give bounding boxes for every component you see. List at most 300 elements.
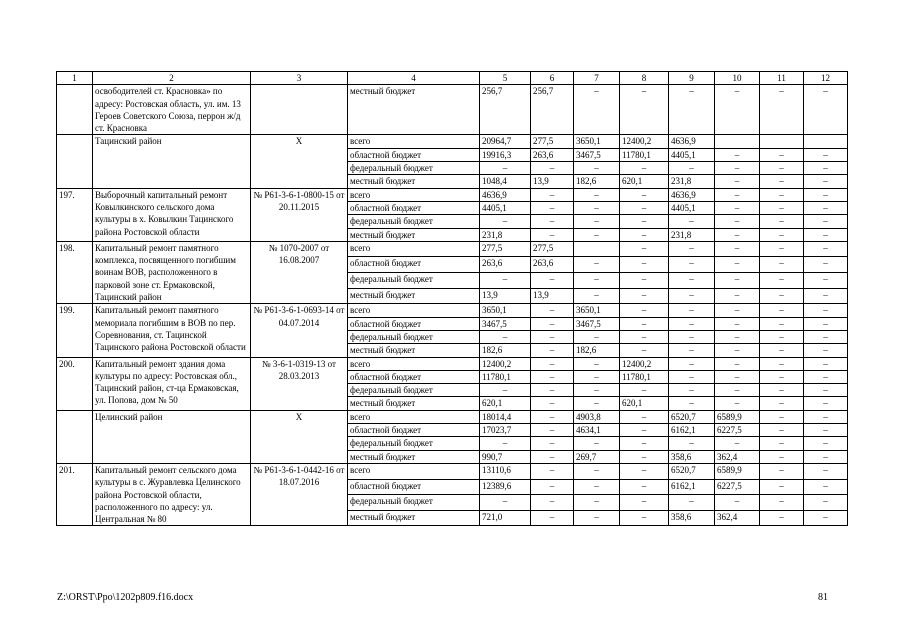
amount-cell: 6520,7 bbox=[669, 463, 715, 479]
amount-cell: – bbox=[620, 188, 669, 201]
budget-type: всего bbox=[348, 410, 480, 423]
amount-cell: – bbox=[669, 317, 715, 330]
amount-cell: 4636,9 bbox=[669, 188, 715, 201]
column-header: 3 bbox=[251, 72, 348, 85]
amount-cell: 358,6 bbox=[669, 510, 715, 526]
amount-cell: – bbox=[760, 273, 804, 289]
amount-cell: – bbox=[531, 424, 574, 437]
item-number: 197. bbox=[57, 188, 93, 241]
amount-cell: 620,1 bbox=[620, 397, 669, 410]
amount-cell: 6589,9 bbox=[715, 410, 760, 423]
item-document bbox=[251, 85, 348, 135]
amount-cell: 3467,5 bbox=[574, 148, 620, 161]
amount-cell: 3650,1 bbox=[574, 135, 620, 148]
amount-cell: – bbox=[620, 228, 669, 241]
amount-cell: – bbox=[715, 241, 760, 257]
amount-cell: – bbox=[715, 370, 760, 383]
amount-cell: – bbox=[760, 241, 804, 257]
amount-cell: – bbox=[715, 228, 760, 241]
amount-cell: 18014,4 bbox=[480, 410, 531, 423]
amount-cell: – bbox=[531, 215, 574, 228]
budget-type: федеральный бюджет bbox=[348, 162, 480, 175]
amount-cell: – bbox=[715, 162, 760, 175]
budget-type: областной бюджет bbox=[348, 370, 480, 383]
table-body bbox=[57, 72, 848, 526]
amount-cell: – bbox=[760, 304, 804, 317]
amount-cell: – bbox=[715, 437, 760, 450]
amount-cell: 182,6 bbox=[574, 344, 620, 357]
amount-cell: 4405,1 bbox=[480, 201, 531, 214]
budget-type: всего bbox=[348, 188, 480, 201]
amount-cell: – bbox=[760, 175, 804, 188]
amount-cell: – bbox=[574, 215, 620, 228]
amount-cell: – bbox=[620, 85, 669, 135]
amount-cell: – bbox=[715, 273, 760, 289]
item-name: Капитальный ремонт памятного комплекса, посвященного погибшим воинам ВОВ, расположенного в парковой зоне ст. Ермаковской, Тацинский район bbox=[93, 241, 251, 303]
item-document: № Р61-3-6-1-0693-14 от 04.07.2014 bbox=[251, 304, 348, 357]
amount-cell: 277,5 bbox=[531, 135, 574, 148]
budget-type: федеральный бюджет bbox=[348, 215, 480, 228]
amount-cell: – bbox=[804, 495, 848, 511]
item-name: освободителей ст. Красновка» по адресу: Ростовская область, ул. им. 13 Героев Советского Союза, перрон ж/д ст. Красновка bbox=[93, 85, 251, 135]
amount-cell: 6589,9 bbox=[715, 463, 760, 479]
amount-cell: – bbox=[760, 215, 804, 228]
budget-type: местный бюджет bbox=[348, 344, 480, 357]
table-row bbox=[57, 135, 848, 148]
amount-cell: – bbox=[715, 215, 760, 228]
amount-cell: 13110,6 bbox=[480, 463, 531, 479]
amount-cell: – bbox=[804, 257, 848, 273]
amount-cell: – bbox=[620, 479, 669, 495]
amount-cell: – bbox=[715, 175, 760, 188]
amount-cell: – bbox=[669, 495, 715, 511]
budget-type: федеральный бюджет bbox=[348, 495, 480, 511]
amount-cell: – bbox=[531, 479, 574, 495]
amount-cell: – bbox=[620, 450, 669, 463]
amount-cell: – bbox=[531, 450, 574, 463]
amount-cell: – bbox=[760, 257, 804, 273]
amount-cell: – bbox=[804, 463, 848, 479]
amount-cell: – bbox=[531, 437, 574, 450]
amount-cell: 6520,7 bbox=[669, 410, 715, 423]
amount-cell: – bbox=[669, 304, 715, 317]
column-header: 8 bbox=[620, 72, 669, 85]
amount-cell: – bbox=[574, 397, 620, 410]
amount-cell: – bbox=[760, 288, 804, 304]
budget-type: всего bbox=[348, 241, 480, 257]
amount-cell: – bbox=[760, 397, 804, 410]
amount-cell: – bbox=[760, 463, 804, 479]
amount-cell: – bbox=[480, 162, 531, 175]
column-header: 4 bbox=[348, 72, 480, 85]
amount-cell: – bbox=[804, 215, 848, 228]
amount-cell: – bbox=[804, 148, 848, 161]
amount-cell: – bbox=[620, 410, 669, 423]
item-number bbox=[57, 85, 93, 135]
amount-cell: – bbox=[760, 344, 804, 357]
amount-cell: – bbox=[669, 330, 715, 343]
budget-type: местный бюджет bbox=[348, 175, 480, 188]
amount-cell: – bbox=[804, 510, 848, 526]
budget-type: местный бюджет bbox=[348, 450, 480, 463]
amount-cell: – bbox=[669, 344, 715, 357]
amount-cell: – bbox=[760, 85, 804, 135]
budget-type: областной бюджет bbox=[348, 317, 480, 330]
budget-type: всего bbox=[348, 304, 480, 317]
footer-file-path: Z:\ORST\Ppo\1202p809.f16.docx bbox=[57, 592, 194, 603]
amount-cell: 12400,2 bbox=[620, 135, 669, 148]
amount-cell: – bbox=[620, 384, 669, 397]
amount-cell: – bbox=[669, 357, 715, 370]
amount-cell: – bbox=[531, 370, 574, 383]
amount-cell bbox=[760, 135, 804, 148]
amount-cell: 20964,7 bbox=[480, 135, 531, 148]
amount-cell: – bbox=[715, 384, 760, 397]
amount-cell: – bbox=[531, 463, 574, 479]
amount-cell: – bbox=[760, 495, 804, 511]
amount-cell: – bbox=[574, 437, 620, 450]
amount-cell: – bbox=[804, 370, 848, 383]
amount-cell: – bbox=[760, 450, 804, 463]
budget-type: федеральный бюджет bbox=[348, 273, 480, 289]
amount-cell: – bbox=[669, 273, 715, 289]
amount-cell: – bbox=[574, 479, 620, 495]
item-name: Капитальный ремонт здания дома культуры по адресу: Ростовская обл., Тацинский район, ст-ца Ермаковская, ул. Попова, дом № 50 bbox=[93, 357, 251, 410]
amount-cell: – bbox=[760, 228, 804, 241]
amount-cell: – bbox=[804, 175, 848, 188]
amount-cell: 256,7 bbox=[531, 85, 574, 135]
amount-cell: – bbox=[620, 273, 669, 289]
amount-cell: 263,6 bbox=[531, 257, 574, 273]
amount-cell: – bbox=[620, 495, 669, 511]
amount-cell: 3467,5 bbox=[574, 317, 620, 330]
amount-cell: – bbox=[620, 257, 669, 273]
amount-cell bbox=[715, 135, 760, 148]
amount-cell: – bbox=[804, 201, 848, 214]
budget-type: областной бюджет bbox=[348, 424, 480, 437]
table-row bbox=[57, 410, 848, 423]
item-document: № Р61-3-6-1-0442-16 от 18.07.2016 bbox=[251, 463, 348, 525]
amount-cell: – bbox=[574, 288, 620, 304]
amount-cell: 4634,1 bbox=[574, 424, 620, 437]
amount-cell: – bbox=[669, 85, 715, 135]
amount-cell: – bbox=[531, 495, 574, 511]
table-row bbox=[57, 85, 848, 135]
amount-cell: – bbox=[480, 215, 531, 228]
table-row bbox=[57, 357, 848, 370]
amount-cell: – bbox=[574, 330, 620, 343]
amount-cell: 269,7 bbox=[574, 450, 620, 463]
amount-cell: – bbox=[760, 330, 804, 343]
budget-type: областной бюджет bbox=[348, 479, 480, 495]
budget-type: областной бюджет bbox=[348, 257, 480, 273]
amount-cell: 263,6 bbox=[531, 148, 574, 161]
column-header: 10 bbox=[715, 72, 760, 85]
budget-type: областной бюджет bbox=[348, 201, 480, 214]
amount-cell: 362,4 bbox=[715, 510, 760, 526]
amount-cell: – bbox=[620, 424, 669, 437]
amount-cell: 4636,9 bbox=[480, 188, 531, 201]
item-document: № 3-6-1-0319-13 от 28.03.2013 bbox=[251, 357, 348, 410]
column-header-row bbox=[57, 72, 848, 85]
budget-type: местный бюджет bbox=[348, 85, 480, 135]
column-header: 12 bbox=[804, 72, 848, 85]
amount-cell: – bbox=[620, 463, 669, 479]
amount-cell: – bbox=[669, 215, 715, 228]
amount-cell: – bbox=[620, 288, 669, 304]
amount-cell: – bbox=[804, 317, 848, 330]
amount-cell: 6227,5 bbox=[715, 424, 760, 437]
amount-cell: – bbox=[804, 228, 848, 241]
amount-cell: – bbox=[574, 201, 620, 214]
amount-cell: 4903,8 bbox=[574, 410, 620, 423]
amount-cell: – bbox=[574, 273, 620, 289]
item-document: Х bbox=[251, 410, 348, 463]
budget-type: местный бюджет bbox=[348, 228, 480, 241]
budget-type: местный бюджет bbox=[348, 397, 480, 410]
amount-cell: 12400,2 bbox=[480, 357, 531, 370]
column-header: 11 bbox=[760, 72, 804, 85]
amount-cell: – bbox=[760, 357, 804, 370]
amount-cell: – bbox=[574, 228, 620, 241]
amount-cell: – bbox=[531, 228, 574, 241]
amount-cell: – bbox=[480, 330, 531, 343]
column-header: 9 bbox=[669, 72, 715, 85]
amount-cell: – bbox=[531, 162, 574, 175]
amount-cell: – bbox=[620, 162, 669, 175]
amount-cell: – bbox=[531, 304, 574, 317]
budget-type: всего bbox=[348, 463, 480, 479]
budget-type: местный бюджет bbox=[348, 288, 480, 304]
amount-cell: 6162,1 bbox=[669, 479, 715, 495]
amount-cell: 13,9 bbox=[531, 288, 574, 304]
amount-cell: – bbox=[574, 188, 620, 201]
amount-cell: – bbox=[620, 437, 669, 450]
amount-cell: – bbox=[574, 510, 620, 526]
column-header: 1 bbox=[57, 72, 93, 85]
amount-cell: – bbox=[669, 437, 715, 450]
amount-cell: 358,6 bbox=[669, 450, 715, 463]
item-number: 199. bbox=[57, 304, 93, 357]
amount-cell: – bbox=[804, 450, 848, 463]
amount-cell: 231,8 bbox=[480, 228, 531, 241]
amount-cell: – bbox=[669, 162, 715, 175]
amount-cell: – bbox=[760, 424, 804, 437]
item-document: № 1070-2007 от 16.08.2007 bbox=[251, 241, 348, 303]
amount-cell: 231,8 bbox=[669, 228, 715, 241]
amount-cell: – bbox=[574, 357, 620, 370]
amount-cell: – bbox=[804, 304, 848, 317]
amount-cell: 6227,5 bbox=[715, 479, 760, 495]
budget-type: всего bbox=[348, 135, 480, 148]
amount-cell: – bbox=[669, 384, 715, 397]
amount-cell: 277,5 bbox=[480, 241, 531, 257]
amount-cell: – bbox=[620, 317, 669, 330]
amount-cell: 182,6 bbox=[574, 175, 620, 188]
item-number bbox=[57, 410, 93, 463]
amount-cell: 990,7 bbox=[480, 450, 531, 463]
amount-cell: – bbox=[531, 188, 574, 201]
budget-table bbox=[56, 71, 848, 526]
budget-type: областной бюджет bbox=[348, 148, 480, 161]
item-number: 201. bbox=[57, 463, 93, 525]
amount-cell: – bbox=[760, 479, 804, 495]
amount-cell: 231,8 bbox=[669, 175, 715, 188]
amount-cell: – bbox=[715, 495, 760, 511]
amount-cell: – bbox=[715, 257, 760, 273]
item-name: Капитальный ремонт памятного мемориала погибшим в ВОВ по пер. Соревнования, ст. Тацинской Тацинского района Ростовской области bbox=[93, 304, 251, 357]
item-name: Выборочный капитальный ремонт Ковылкинского сельского дома культуры в х. Ковылкин Тацинского района Ростовской области bbox=[93, 188, 251, 241]
amount-cell: – bbox=[715, 304, 760, 317]
amount-cell: – bbox=[574, 495, 620, 511]
amount-cell: – bbox=[620, 330, 669, 343]
amount-cell: – bbox=[531, 510, 574, 526]
amount-cell: 6162,1 bbox=[669, 424, 715, 437]
amount-cell: – bbox=[531, 344, 574, 357]
amount-cell bbox=[574, 241, 620, 257]
amount-cell: – bbox=[531, 397, 574, 410]
item-number bbox=[57, 135, 93, 188]
amount-cell: – bbox=[760, 148, 804, 161]
column-header: 7 bbox=[574, 72, 620, 85]
amount-cell: – bbox=[480, 384, 531, 397]
amount-cell: – bbox=[531, 357, 574, 370]
amount-cell: – bbox=[669, 370, 715, 383]
amount-cell: – bbox=[804, 357, 848, 370]
amount-cell: – bbox=[804, 410, 848, 423]
amount-cell: – bbox=[804, 437, 848, 450]
amount-cell: 11780,1 bbox=[620, 370, 669, 383]
amount-cell: – bbox=[669, 241, 715, 257]
amount-cell: 4636,9 bbox=[669, 135, 715, 148]
amount-cell: 1048,4 bbox=[480, 175, 531, 188]
amount-cell: 11780,1 bbox=[620, 148, 669, 161]
column-header: 6 bbox=[531, 72, 574, 85]
table-row bbox=[57, 304, 848, 317]
amount-cell: 17023,7 bbox=[480, 424, 531, 437]
page-number: 81 bbox=[818, 592, 828, 603]
amount-cell: – bbox=[760, 317, 804, 330]
amount-cell: – bbox=[760, 162, 804, 175]
amount-cell: – bbox=[760, 384, 804, 397]
amount-cell: – bbox=[760, 410, 804, 423]
amount-cell: – bbox=[760, 188, 804, 201]
amount-cell: 362,4 bbox=[715, 450, 760, 463]
amount-cell: – bbox=[531, 273, 574, 289]
amount-cell: – bbox=[480, 437, 531, 450]
amount-cell: – bbox=[715, 397, 760, 410]
amount-cell: – bbox=[574, 370, 620, 383]
amount-cell: – bbox=[480, 495, 531, 511]
amount-cell: – bbox=[574, 463, 620, 479]
amount-cell: – bbox=[531, 201, 574, 214]
budget-type: федеральный бюджет bbox=[348, 437, 480, 450]
table-row bbox=[57, 188, 848, 201]
amount-cell: 19916,3 bbox=[480, 148, 531, 161]
amount-cell: – bbox=[715, 288, 760, 304]
amount-cell: – bbox=[715, 148, 760, 161]
item-name: Тацинский район bbox=[93, 135, 251, 188]
budget-type: федеральный бюджет bbox=[348, 330, 480, 343]
amount-cell: – bbox=[760, 370, 804, 383]
amount-cell: – bbox=[804, 188, 848, 201]
amount-cell: – bbox=[531, 330, 574, 343]
amount-cell: – bbox=[804, 384, 848, 397]
amount-cell: – bbox=[620, 304, 669, 317]
table-row bbox=[57, 241, 848, 257]
amount-cell: – bbox=[669, 397, 715, 410]
amount-cell: 3650,1 bbox=[574, 304, 620, 317]
amount-cell: 182,6 bbox=[480, 344, 531, 357]
amount-cell: 4405,1 bbox=[669, 201, 715, 214]
amount-cell: – bbox=[804, 288, 848, 304]
amount-cell: – bbox=[574, 384, 620, 397]
amount-cell: – bbox=[620, 201, 669, 214]
amount-cell: 12389,6 bbox=[480, 479, 531, 495]
amount-cell: – bbox=[804, 424, 848, 437]
amount-cell: – bbox=[715, 85, 760, 135]
amount-cell: – bbox=[531, 384, 574, 397]
amount-cell: – bbox=[760, 201, 804, 214]
amount-cell: 277,5 bbox=[531, 241, 574, 257]
amount-cell: – bbox=[804, 162, 848, 175]
amount-cell: – bbox=[669, 288, 715, 304]
item-name: Целинский район bbox=[93, 410, 251, 463]
budget-type: всего bbox=[348, 357, 480, 370]
amount-cell: – bbox=[531, 410, 574, 423]
amount-cell: 620,1 bbox=[620, 175, 669, 188]
budget-type: федеральный бюджет bbox=[348, 384, 480, 397]
item-document: Х bbox=[251, 135, 348, 188]
amount-cell: – bbox=[804, 241, 848, 257]
amount-cell: 721,0 bbox=[480, 510, 531, 526]
amount-cell: 256,7 bbox=[480, 85, 531, 135]
amount-cell: 4405,1 bbox=[669, 148, 715, 161]
item-number: 198. bbox=[57, 241, 93, 303]
amount-cell: – bbox=[715, 344, 760, 357]
column-header: 2 bbox=[93, 72, 251, 85]
amount-cell: – bbox=[804, 344, 848, 357]
amount-cell: – bbox=[574, 85, 620, 135]
amount-cell: – bbox=[715, 201, 760, 214]
amount-cell: – bbox=[574, 162, 620, 175]
budget-type: местный бюджет bbox=[348, 510, 480, 526]
item-name: Капитальный ремонт сельского дома культуры в с. Журавлевка Целинского района Ростовской области, расположенного по адресу: ул. Центральная № 80 bbox=[93, 463, 251, 525]
amount-cell: 263,6 bbox=[480, 257, 531, 273]
amount-cell: – bbox=[669, 257, 715, 273]
amount-cell: – bbox=[620, 215, 669, 228]
amount-cell: 620,1 bbox=[480, 397, 531, 410]
amount-cell: 12400,2 bbox=[620, 357, 669, 370]
amount-cell bbox=[804, 135, 848, 148]
amount-cell: – bbox=[480, 273, 531, 289]
amount-cell: – bbox=[715, 317, 760, 330]
amount-cell: – bbox=[574, 257, 620, 273]
amount-cell: 3467,5 bbox=[480, 317, 531, 330]
amount-cell: – bbox=[760, 510, 804, 526]
amount-cell: 13,9 bbox=[480, 288, 531, 304]
amount-cell: – bbox=[760, 437, 804, 450]
amount-cell: – bbox=[804, 397, 848, 410]
amount-cell: 11780,1 bbox=[480, 370, 531, 383]
amount-cell: 3650,1 bbox=[480, 304, 531, 317]
amount-cell: – bbox=[804, 479, 848, 495]
amount-cell: – bbox=[715, 188, 760, 201]
amount-cell: – bbox=[804, 330, 848, 343]
column-header: 5 bbox=[480, 72, 531, 85]
amount-cell: 13,9 bbox=[531, 175, 574, 188]
amount-cell: – bbox=[804, 273, 848, 289]
